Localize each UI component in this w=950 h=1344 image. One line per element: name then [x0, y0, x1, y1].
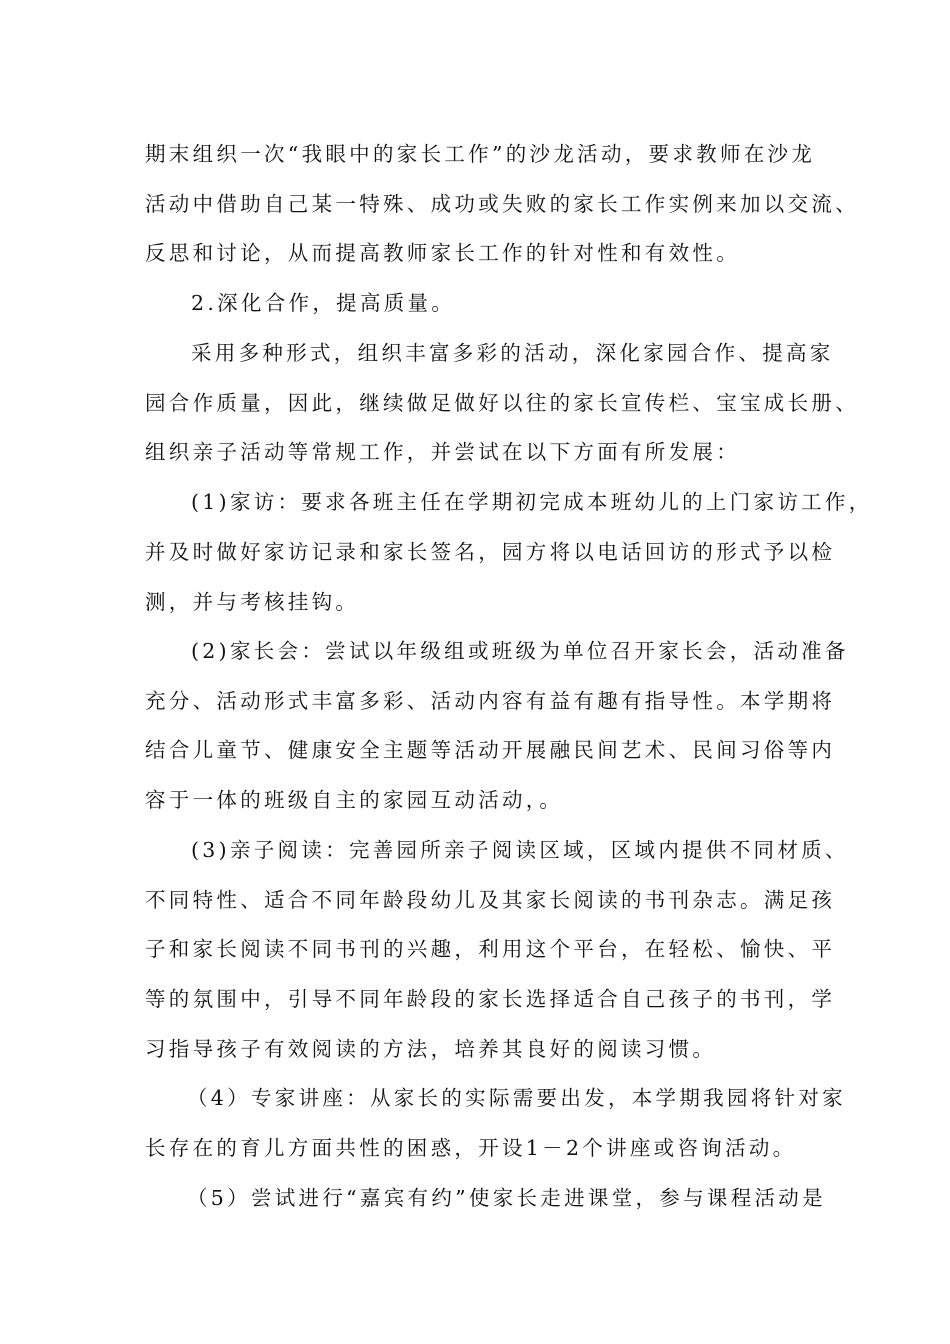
text-line: 测，并与考核挂钩。 [145, 590, 360, 614]
text-line: （5）尝试进行“嘉宾有约”使家长走进课堂，参与课程活动是 [187, 1186, 826, 1210]
section-heading: 2.深化合作，提高质量。 [191, 291, 456, 315]
text-line: 长存在的育儿方面共性的困惑，开设1－2个讲座或咨询活动。 [145, 1136, 797, 1160]
text-line: (1)家访：要求各班主任在学期初完成本班幼儿的上门家访工作， [191, 490, 873, 514]
text-line: (2)家长会：尝试以年级组或班级为单位召开家长会，活动准备 [191, 639, 849, 663]
text-line: 采用多种形式，组织丰富多彩的活动，深化家园合作、提高家 [191, 341, 834, 365]
text-line: 容于一体的班级自主的家园互动活动，。 [145, 788, 564, 812]
text-line: 反思和讨论，从而提高教师家长工作的针对性和有效性。 [145, 241, 740, 265]
text-line: 期末组织一次“我眼中的家长工作”的沙龙活动，要求教师在沙龙 [145, 142, 816, 166]
text-line: 组织亲子活动等常规工作，并尝试在以下方面有所发展： [145, 440, 740, 464]
text-line: 不同特性、适合不同年龄段幼儿及其家长阅读的书刊杂志。满足孩 [145, 888, 836, 912]
text-line: 充分、活动形式丰富多彩、活动内容有益有趣有指导性。本学期将 [145, 689, 836, 713]
text-line: 活动中借助自己某一特殊、成功或失败的家长工作实例来加以交流、 [145, 192, 859, 216]
text-line: (3)亲子阅读：完善园所亲子阅读区域，区域内提供不同材质、 [191, 838, 849, 862]
text-line: 子和家长阅读不同书刊的兴趣，利用这个平台，在轻松、愉快、平 [145, 937, 836, 961]
text-line: 园合作质量，因此，继续做足做好以往的家长宣传栏、宝宝成长册、 [145, 391, 859, 415]
text-line: 等的氛围中，引导不同年龄段的家长选择适合自己孩子的书刊，学 [145, 987, 836, 1011]
text-line: 并及时做好家访记录和家长签名，园方将以电话回访的形式予以检 [145, 540, 836, 564]
text-line: （4）专家讲座：从家长的实际需要出发，本学期我园将针对家 [187, 1086, 846, 1110]
text-line: 结合儿童节、健康安全主题等活动开展融民间艺术、民间习俗等内 [145, 738, 836, 762]
text-line: 习指导孩子有效阅读的方法，培养其良好的阅读习惯。 [145, 1037, 717, 1061]
